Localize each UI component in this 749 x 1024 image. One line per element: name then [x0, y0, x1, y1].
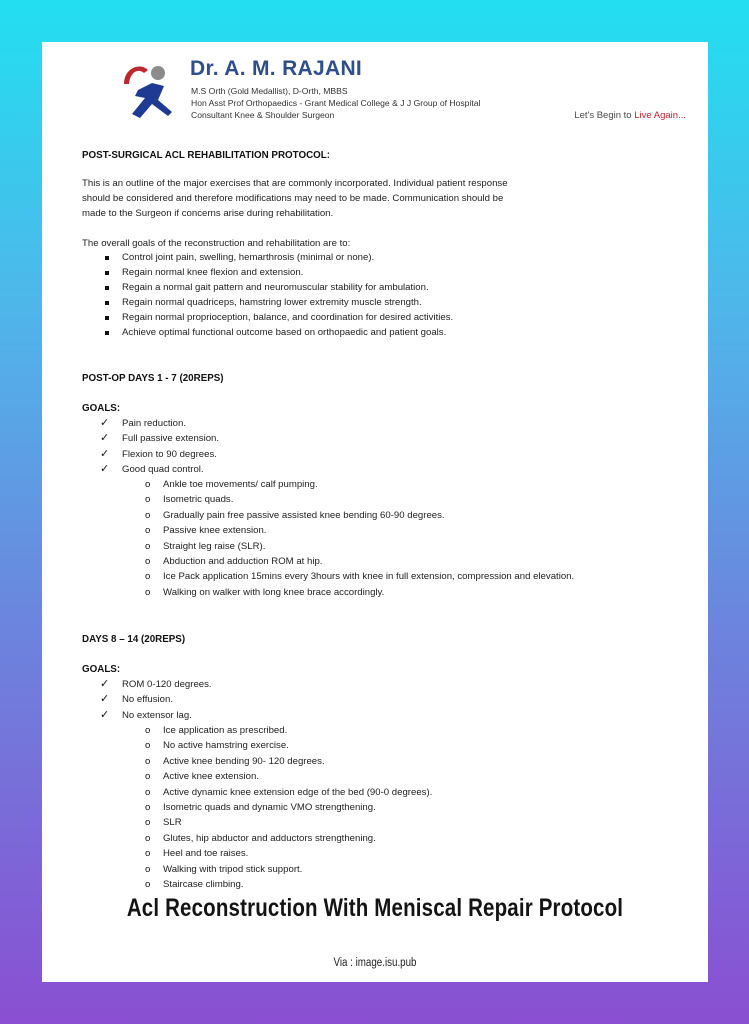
list-item: o Ankle toe movements/ calf pumping.	[145, 479, 318, 490]
caption-title: Acl Reconstruction With Meniscal Repair Protocol	[126, 894, 624, 922]
circle-bullet-icon: o	[145, 848, 151, 860]
intro-line: This is an outline of the major exercises that are commonly incorporated. Individual patient response	[82, 178, 508, 189]
overall-goals-list	[82, 252, 453, 342]
phase1-goals-list	[82, 418, 219, 480]
document-card	[42, 42, 708, 982]
clinic-logo-icon	[118, 56, 182, 124]
phase1-goals-label: GOALS:	[82, 403, 121, 414]
square-bullet-icon	[105, 316, 109, 320]
square-bullet-icon	[105, 256, 109, 260]
phase2-exercises-list	[82, 725, 432, 894]
list-item: o Isometric quads.	[145, 494, 234, 506]
intro-line: made to the Surgeon if concerns arise during rehabilitation.	[82, 208, 334, 219]
list-item: ✓ Good quad control.	[100, 463, 204, 476]
list-item: o Active dynamic knee extension edge of the bed (90-0 degrees).	[145, 786, 433, 798]
list-item: Achieve optimal functional outcome based on orthopaedic and patient goals.	[82, 327, 453, 342]
list-item: ✓ ROM 0-120 degrees.	[100, 678, 212, 690]
checkmark-icon: ✓	[100, 693, 110, 706]
checkmark-icon: ✓	[100, 432, 110, 445]
list-item: o No active hamstring exercise.	[145, 740, 289, 752]
tagline	[574, 110, 686, 121]
circle-bullet-icon: o	[145, 786, 151, 798]
circle-bullet-icon: o	[145, 479, 151, 490]
phase1-exercises-list	[82, 479, 574, 602]
list-item: o Passive knee extension.	[145, 525, 267, 537]
protocol-heading: POST-SURGICAL ACL REHABILITATION PROTOCOL:	[82, 150, 331, 161]
list-item: o Walking on walker with long knee brace accordingly.	[145, 586, 385, 598]
list-item: o Isometric quads and dynamic VMO strengthening.	[145, 801, 376, 813]
circle-bullet-icon: o	[145, 494, 151, 506]
circle-bullet-icon: o	[145, 771, 151, 783]
circle-bullet-icon: o	[145, 586, 151, 598]
list-item: Regain normal proprioception, balance, and coordination for desired activities.	[82, 312, 453, 327]
doctor-credentials: M.S Orth (Gold Medallist), D-Orth, MBBS	[191, 86, 348, 96]
list-item: ✓ No effusion.	[100, 693, 174, 706]
list-item: o Gradually pain free passive assisted knee bending 60-90 degrees.	[145, 509, 445, 521]
circle-bullet-icon: o	[145, 863, 151, 875]
square-bullet-icon	[105, 331, 109, 335]
circle-bullet-icon: o	[145, 540, 151, 552]
protocol-document	[42, 42, 708, 892]
phase2-heading: DAYS 8 – 14 (20REPS)	[82, 634, 186, 645]
list-item: ✓ Flexion to 90 degrees.	[100, 447, 217, 460]
goals-intro: The overall goals of the reconstruction and rehabilitation are to:	[82, 238, 351, 249]
circle-bullet-icon: o	[145, 832, 151, 844]
circle-bullet-icon: o	[145, 755, 151, 767]
list-item: ✓ Pain reduction.	[100, 417, 186, 429]
circle-bullet-icon: o	[145, 801, 151, 813]
circle-bullet-icon: o	[145, 725, 151, 736]
list-item: o Ice application as prescribed.	[145, 725, 288, 736]
list-item: Regain normal quadriceps, hamstring lower extremity muscle strength.	[82, 297, 453, 312]
caption-source: Via : image.isu.pub	[333, 957, 417, 969]
checkmark-icon: ✓	[100, 447, 110, 460]
square-bullet-icon	[105, 271, 109, 275]
circle-bullet-icon: o	[145, 555, 151, 567]
list-item: o Active knee extension.	[145, 771, 259, 783]
checkmark-icon: ✓	[100, 417, 110, 429]
list-item: o Active knee bending 90- 120 degrees.	[145, 755, 325, 767]
doctor-position: Hon Asst Prof Orthopaedics - Grant Medical College & J J Group of Hospital	[191, 98, 481, 108]
list-item: ✓ No extensor lag.	[100, 708, 192, 721]
circle-bullet-icon: o	[145, 817, 151, 829]
circle-bullet-icon: o	[145, 878, 151, 890]
checkmark-icon: ✓	[100, 708, 110, 721]
list-item: ✓ Full passive extension.	[100, 432, 220, 445]
list-item: o Heel and toe raises.	[145, 848, 249, 860]
intro-line: should be considered and therefore modifications may need to be made. Communication should be	[82, 193, 504, 204]
list-item: Control joint pain, swelling, hemarthrosis (minimal or none).	[82, 252, 453, 267]
list-item: o Glutes, hip abductor and adductors strengthening.	[145, 832, 376, 844]
phase2-goals-list	[82, 679, 212, 725]
tagline-live: Live Again...	[634, 110, 686, 121]
circle-bullet-icon: o	[145, 740, 151, 752]
phase2-goals-label: GOALS:	[82, 664, 121, 675]
list-item: o Walking with tripod stick support.	[145, 863, 303, 875]
circle-bullet-icon: o	[145, 509, 151, 521]
list-item: o SLR	[145, 817, 182, 829]
phase1-heading: POST-OP DAYS 1 - 7 (20REPS)	[82, 373, 224, 384]
list-item: o Ice Pack application 15mins every 3hours with knee in full extension, compression and elevation.	[145, 571, 575, 583]
list-item: o Abduction and adduction ROM at hip.	[145, 555, 323, 567]
doctor-name: Dr. A. M. RAJANI	[190, 57, 363, 80]
circle-bullet-icon: o	[145, 571, 151, 583]
doctor-specialty: Consultant Knee & Shoulder Surgeon	[191, 110, 335, 120]
circle-bullet-icon: o	[145, 525, 151, 537]
checkmark-icon: ✓	[100, 678, 110, 690]
checkmark-icon: ✓	[100, 463, 110, 476]
tagline-begin: Let's Begin to	[574, 110, 635, 121]
list-item: Regain a normal gait pattern and neuromuscular stability for ambulation.	[82, 282, 453, 297]
list-item: Regain normal knee flexion and extension.	[82, 267, 453, 282]
list-item: o Straight leg raise (SLR).	[145, 540, 266, 552]
list-item: o Staircase climbing.	[145, 878, 244, 890]
square-bullet-icon	[105, 286, 109, 290]
square-bullet-icon	[105, 301, 109, 305]
